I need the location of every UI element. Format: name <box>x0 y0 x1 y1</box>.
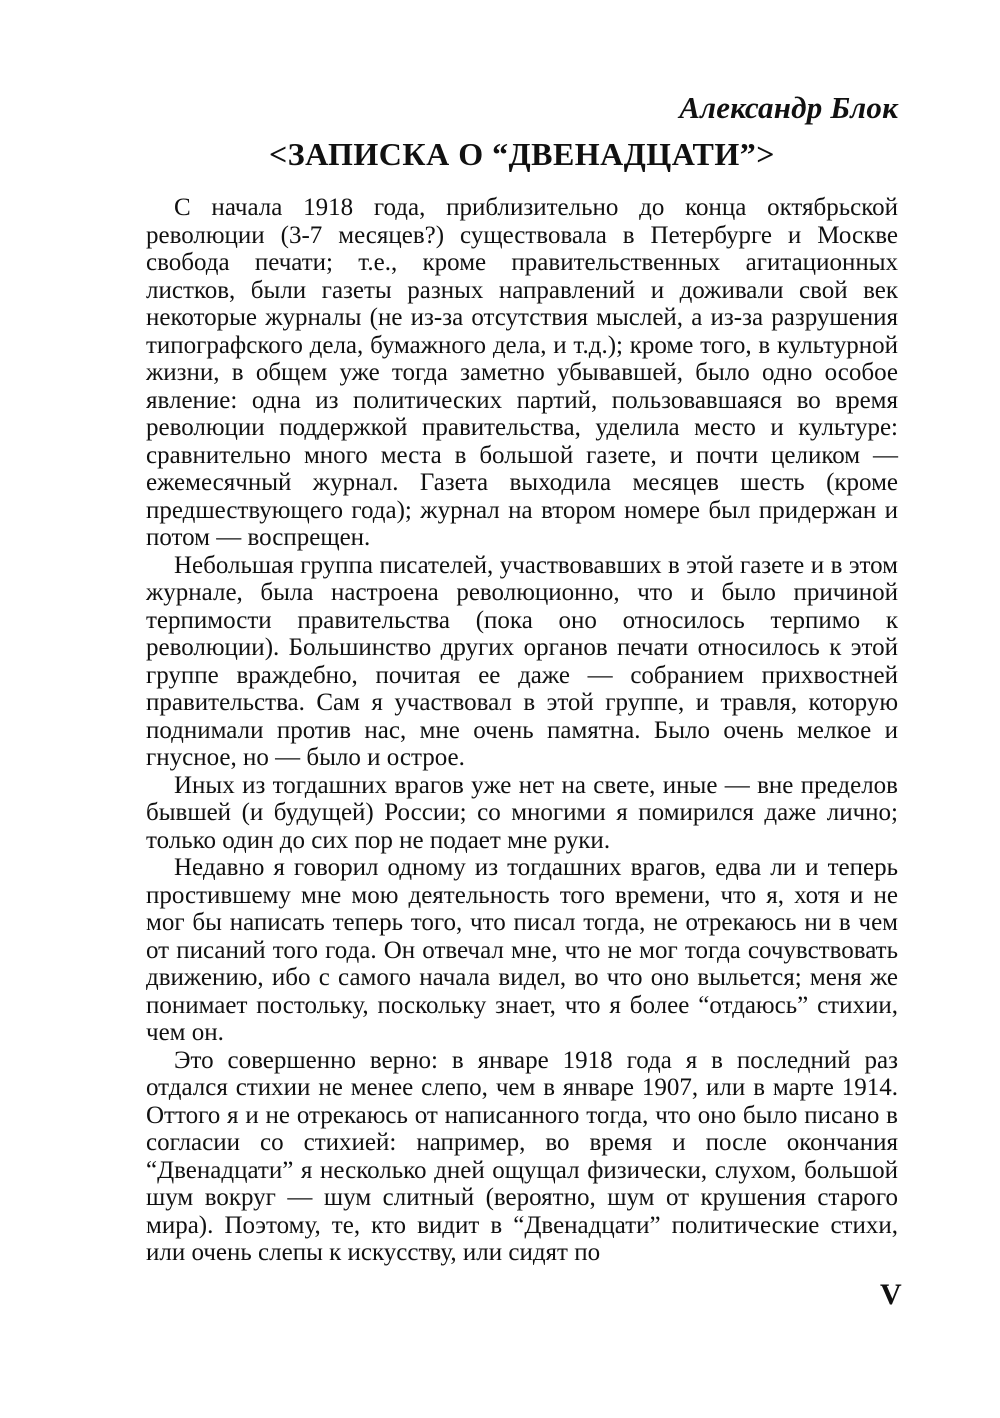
paragraph-4: Недавно я говорил одному из тогдашних врагов, едва ли и теперь простившему мне мою деятельность того времени, что я, хотя и не мог бы написать теперь того, что писал тогда, не отрекаюсь ни в чем от писаний того года. Он отвечал мне, что не мог тогда сочувствовать движению, ибо с самого начала видел, во что оно выльется; меня же понимает постольку, поскольку знает, что я более “отдаюсь” стихии, чем он. <box>146 854 898 1046</box>
paragraph-2: Небольшая группа писателей, участвовавших в этой газете и в этом журнале, была настроена революционно, что и было причиной терпимости правительства (пока оно относилось терпимо к революции). Большинство других органов печати относилось к этой группе враждебно, почитая ее даже — собранием прихвостней правительства. Сам я участвовал в этой группе, и травля, которую поднимали против нас, мне очень памятна. Было очень мелкое и гнусное, но — было и острое. <box>146 551 898 771</box>
document-title: <ЗАПИСКА О “ДВЕНАДЦАТИ”> <box>269 136 775 172</box>
author-name: Александр Блок <box>679 90 898 125</box>
paragraph-5: Это совершенно верно: в январе 1918 года я в последний раз отдался стихии не менее слепо, чем в январе 1907, или в марте 1914. Оттого я и не отрекаюсь от написанного тогда, что оно было писано в согласии со стихией: например, во время и после окончания “Двенадцати” я несколько дней ощущал физически, слухом, большой шум вокруг — шум слитный (вероятно, шум от крушения старого мира). Поэтому, те, кто видит в “Двенадцати” политические стихи, или очень слепы к искусству, или сидят по <box>146 1046 898 1266</box>
document-page <box>146 88 898 1267</box>
page-number: V <box>880 1278 902 1311</box>
paragraph-3: Иных из тогдашних врагов уже нет на свете, иные — вне пределов бывшей (и будущей) России; со многими я помирился даже лично; только один до сих пор не подает мне руки. <box>146 771 898 854</box>
body-text <box>146 194 898 1267</box>
paragraph-1: С начала 1918 года, приблизительно до конца октябрьской революции (3-7 месяцев?) существовала в Петербурге и Москве свобода печати; т.е., кроме правительственных агитационных листков, были газеты разных направлений и доживали свой век некоторые журналы (не из-за отсутствия мыслей, а из-за разрушения типографского дела, бумажного дела, и т.д.); кроме того, в культурной жизни, в общем уже тогда заметно убывавшей, было одно особое явление: одна из политических партий, пользовавшаяся во время революции поддержкой правительства, уделила место и культуре: сравнительно много места в большой газете, и почти целиком — ежемесячный журнал. Газета выходила месяцев шесть (кроме предшествующего года); журнал на втором номере был придержан и потом — воспрещен. <box>146 194 898 551</box>
